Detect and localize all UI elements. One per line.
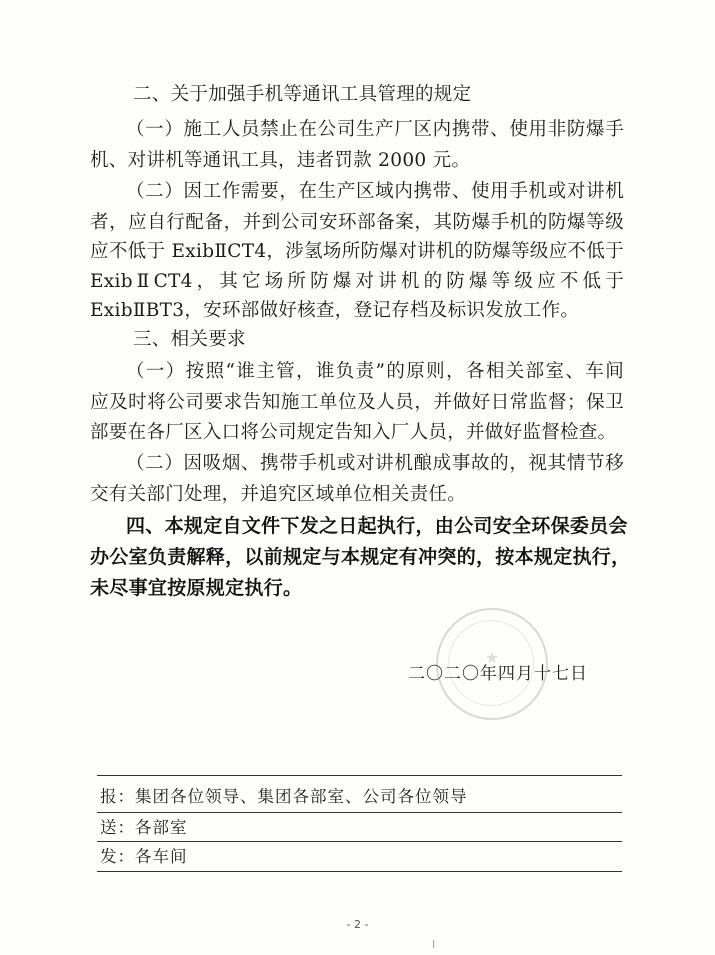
report-to-value: 集团各位领导、集团各部室、公司各位领导: [135, 787, 468, 806]
s2-item2-line4: ExibⅡCT4，其它场所防爆对讲机的防爆等级应不低于: [90, 271, 624, 292]
s2-item1-line2: 机、对讲机等通讯工具，违者罚款 2000 元。: [90, 150, 471, 171]
s4-line3: 未尽事宜按原规定执行。: [90, 577, 303, 599]
rule-top: [97, 775, 622, 776]
section-3-heading: 三、相关要求: [133, 329, 246, 350]
rule-bottom: [97, 871, 622, 872]
signature-date: 二〇二〇年四月十七日: [408, 664, 588, 684]
s3-item2-line2: 交有关部门处理，并追究区域单位相关责任。: [90, 484, 467, 505]
seal-star-icon: ★: [484, 648, 500, 667]
report-label: 报：: [100, 787, 135, 806]
s4-line1: 四、本规定自文件下发之日起执行，由公司安全环保委员会: [126, 515, 628, 537]
s3-item1-line3: 部要在各厂区入口将公司规定告知入厂人员，并做好监督检查。: [90, 422, 617, 443]
s2-item2-line1: （二）因工作需要，在生产区域内携带、使用手机或对讲机: [126, 181, 624, 202]
send-to-value: 各部室: [135, 818, 188, 837]
s2-item2-line2: 者，应自行配备，并到公司安环部备案，其防爆手机的防爆等级: [90, 212, 624, 233]
rule-report: [97, 812, 622, 813]
s3-item1-line1: （一）按照“谁主管，谁负责”的原则，各相关部室、车间: [126, 361, 624, 382]
issue-label: 发：: [100, 847, 135, 866]
issue-to-row: [100, 846, 188, 868]
s3-item2-line1: （二）因吸烟、携带手机或对讲机酿成事故的，视其情节移: [126, 453, 624, 474]
s3-item1-line2: 应及时将公司要求告知施工单位及人员，并做好日常监督；保卫: [90, 392, 624, 413]
issue-to-value: 各车间: [135, 847, 188, 866]
s2-item2-line5: ExibⅡBT3，安环部做好核查，登记存档及标识发放工作。: [90, 300, 580, 321]
page-number: - 2 -: [346, 918, 369, 931]
rule-send: [97, 841, 622, 842]
report-to-row: [100, 786, 468, 808]
s2-item1-line1: （一）施工人员禁止在公司生产厂区内携带、使用非防爆手: [126, 119, 624, 140]
send-label: 送：: [100, 818, 135, 837]
s2-item2-line3: 应不低于 ExibⅡCT4，涉氢场所防爆对讲机的防爆等级应不低于: [90, 241, 624, 262]
scan-speck: [433, 940, 434, 948]
section-2-heading: 二、关于加强手机等通讯工具管理的规定: [133, 84, 472, 105]
s4-line2: 办公室负责解释，以前规定与本规定有冲突的，按本规定执行，: [90, 546, 631, 568]
send-to-row: [100, 817, 188, 839]
